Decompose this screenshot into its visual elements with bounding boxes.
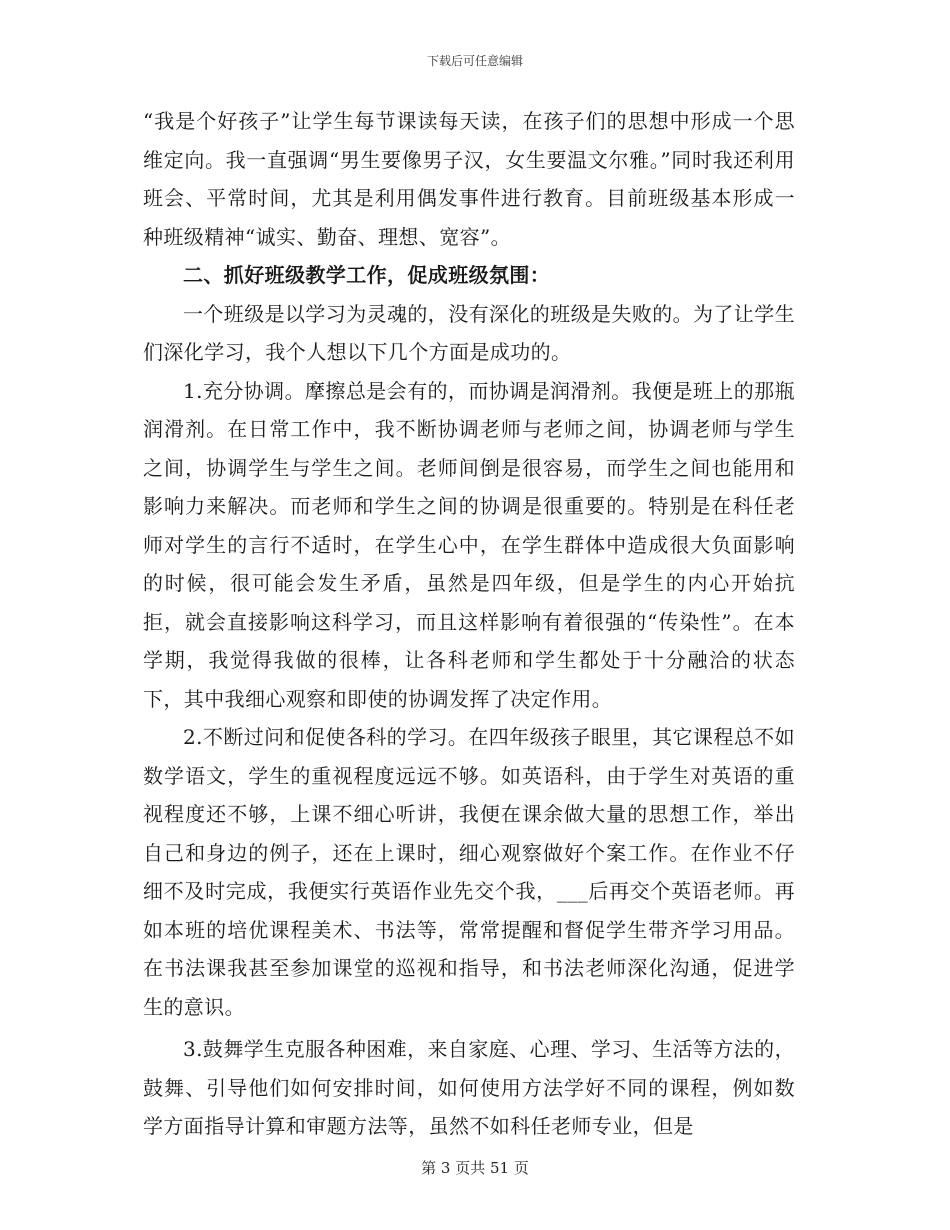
paragraph-continued: “我是个好孩子”让学生每节课读每天读，在孩子们的思想中形成一个思维定向。我一直强调“男生要像男子汉，女生要温文尔雅。”同时我还利用班会、平常时间，尤其是利用偶发事件进行教育。目前班级基本形成一种班级精神“诚实、勤奋、理想、宽容”。 xyxy=(143,109,795,249)
page-header: 下载后可任意编辑 xyxy=(426,54,523,68)
document-body xyxy=(143,102,795,1146)
page-footer: 第 3 页共 51 页 xyxy=(421,1159,529,1177)
paragraph-item-3: 3.鼓舞学生克服各种困难，来自家庭、心理、学习、生活等方法的，鼓舞、引导他们如何安排时间，如何使用方法学好不同的课程，例如数学方面指导计算和审题方法等，虽然不如科任老师专业，但是 xyxy=(143,1037,795,1138)
section-heading: 二、抓好班级教学工作，促成班级氛围： xyxy=(183,263,551,287)
paragraph-item-1: 1.充分协调。摩擦总是会有的，而协调是润滑剂。我便是班上的那瓶润滑剂。在日常工作中，我不断协调老师与老师之间，协调老师与学生之间，协调学生与学生之间。老师间倒是很容易，而学生之间也能用和影响力来解决。而老师和学生之间的协调是很重要的。特别是在科任老师对学生的言行不适时，在学生心中，在学生群体中造成很大负面影响的时候，很可能会发生矛盾，虽然是四年级，但是学生的内心开始抗拒，就会直接影响这科学习，而且这样影响有着很强的“传染性”。在本学期，我觉得我做的很棒，让各科老师和学生都处于十分融洽的状态下，其中我细心观察和即使的协调发挥了决定作用。 xyxy=(143,378,795,711)
paragraph-intro: 一个班级是以学习为灵魂的，没有深化的班级是失败的。为了让学生们深化学习，我个人想以下几个方面是成功的。 xyxy=(143,301,795,364)
paragraph-item-2: 2.不断过问和促使各科的学习。在四年级孩子眼里，其它课程总不如数学语文，学生的重视程度远远不够。如英语科，由于学生对英语的重视程度还不够，上课不细心听讲，我便在课余做大量的思想工作，举出自己和身边的例子，还在上课时，细心观察做好个案工作。在作业不仔细不及时完成，我便实行英语作业先交个我，___后再交个英语老师。再如本班的培优课程美术、书法等，常常提醒和督促学生带齐学习用品。在书法课我甚至参加课堂的巡视和指导，和书法老师深化沟通，促进学生的意识。 xyxy=(143,725,795,1019)
